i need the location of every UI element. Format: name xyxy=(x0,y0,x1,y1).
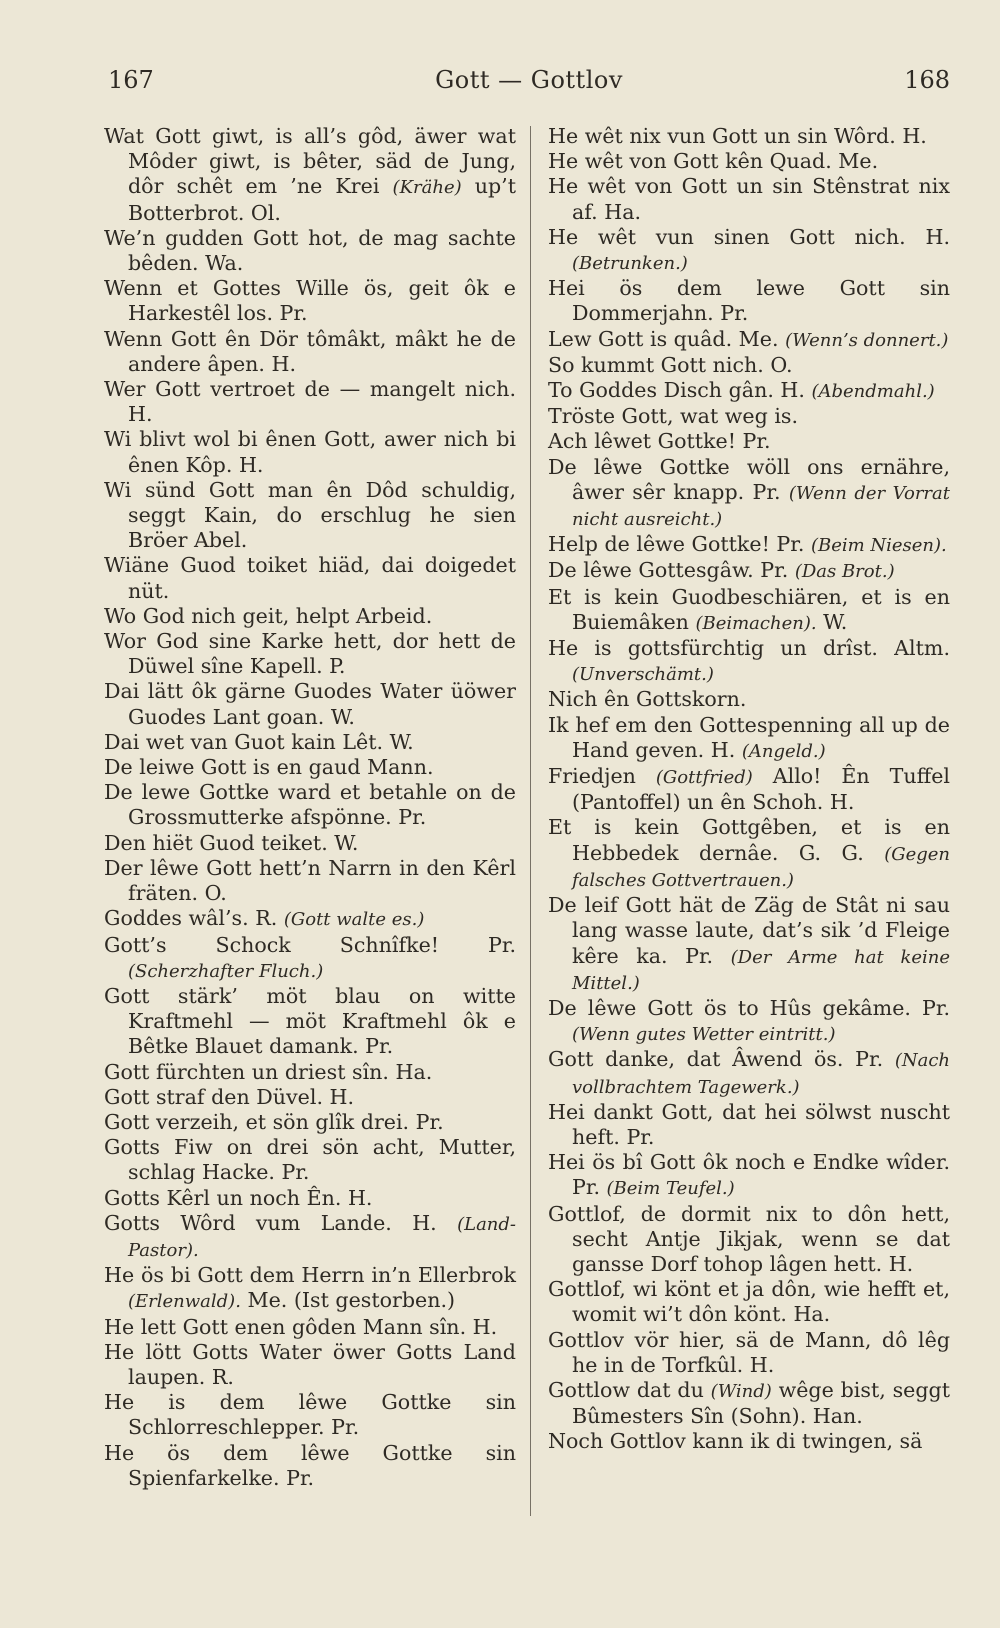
entry-gloss: (Wenn der Vorrat nicht ausreicht.) xyxy=(572,482,950,531)
entry-gloss: (Beim Teufel.) xyxy=(606,1178,735,1200)
proverb-entry xyxy=(104,604,516,629)
proverb-entry xyxy=(548,429,950,454)
entry-gloss: (Land-Pastor). xyxy=(128,1213,516,1261)
entry-text: Et is kein Gottgêben, et is en Hebbedek dernâe. G. G. xyxy=(548,815,950,865)
proverb-entry xyxy=(104,856,516,906)
proverb-entry xyxy=(548,149,950,174)
entry-text: De lêwe Gottke wöll ons ernähre, âwer sêr knapp. Pr. xyxy=(548,454,950,504)
proverb-entry xyxy=(104,755,516,780)
proverb-entry xyxy=(104,1315,516,1340)
entry-text: He wêt nix vun Gott un sin Wôrd. H. xyxy=(548,124,927,148)
proverb-entry xyxy=(548,1100,950,1150)
proverb-entry xyxy=(548,455,950,533)
entry-text: De lewe Gottke ward et betahle on de Grossmutterke afspönne. Pr. xyxy=(104,780,516,830)
entry-source: W. xyxy=(816,609,848,634)
entry-text: Wat Gott giwt, is all’s gôd, äwer wat Môder giwt, is bêter, säd de Jung, dôr schêt em ’ne Krei xyxy=(104,124,516,199)
proverb-entry xyxy=(548,378,950,404)
entry-text: Ik hef em den Gottespenning all up de Hand geven. H. xyxy=(548,712,950,762)
proverb-entry xyxy=(548,353,950,378)
entry-text: He is dem lêwe Gottke sin Schlorreschlepper. Pr. xyxy=(104,1390,516,1440)
entry-text: Ach lêwet Gottke! Pr. xyxy=(548,429,771,454)
entry-gloss: (Abendmahl.) xyxy=(811,381,935,403)
entry-text: Wi sünd Gott man ên Dôd schuldig, seggt Kain, do erschlug he sien Bröer Abel. xyxy=(104,477,516,553)
entry-gloss: (Scherzhafter Fluch.) xyxy=(128,960,324,982)
proverb-entry xyxy=(104,377,516,427)
entry-gloss: (Gott walte es.) xyxy=(283,909,425,931)
entry-gloss: (Gottfried) xyxy=(655,767,753,789)
proverb-entry xyxy=(104,1110,516,1135)
proverb-entry xyxy=(548,174,950,224)
proverb-entry xyxy=(104,629,516,679)
entry-text: De lêwe Gottesgâw. Pr. xyxy=(548,558,789,583)
entry-text: Tröste Gott, wat weg is. xyxy=(548,404,799,429)
proverb-entry xyxy=(548,764,950,815)
entry-text: Den hiët Guod teiket. W. xyxy=(104,830,359,855)
proverb-entry xyxy=(104,933,516,984)
proverb-entry xyxy=(548,327,950,353)
proverb-entry xyxy=(548,713,950,764)
proverb-entry xyxy=(104,1441,516,1491)
proverb-entry xyxy=(548,1328,950,1378)
proverb-entry xyxy=(104,427,516,477)
proverb-entry xyxy=(548,815,950,893)
entry-text: Dai lätt ôk gärne Guodes Water üöwer Guodes Lant goan. W. xyxy=(104,679,516,729)
proverb-entry xyxy=(104,1186,516,1211)
entry-source: wêge bist, seggt Bûmesters Sîn (Sohn). Han. xyxy=(572,1377,950,1429)
entry-text: Nich ên Gottskorn. xyxy=(548,687,747,712)
entry-text: Gott danke, dat Âwend ös. Pr. xyxy=(548,1047,884,1072)
proverb-entry xyxy=(104,276,516,326)
entry-gloss: (Unverschämt.) xyxy=(572,664,714,686)
page-header xyxy=(108,66,950,100)
proverb-entry xyxy=(548,996,950,1047)
entry-gloss: (Wind) xyxy=(710,1380,772,1402)
entry-gloss: (Betrunken.) xyxy=(572,253,688,275)
entry-text: Wiäne Guod toiket hiäd, dai doigedet nüt. xyxy=(104,553,516,603)
proverb-entry xyxy=(104,831,516,856)
entry-text: Gott straf den Düvel. H. xyxy=(104,1084,355,1109)
entry-source: Allo! Ên Tuffel (Pantoffel) un ên Schoh. H. xyxy=(572,764,951,815)
proverb-entry xyxy=(104,1263,516,1314)
proverb-entry xyxy=(104,984,516,1060)
right-column xyxy=(548,124,950,1455)
entry-text: He lött Gotts Water öwer Gotts Land laupen. R. xyxy=(104,1339,516,1389)
entry-text: Gotts Fiw on drei sön acht, Mutter, schlag Hacke. Pr. xyxy=(104,1135,516,1185)
proverb-entry xyxy=(548,893,950,996)
proverb-entry xyxy=(548,225,950,276)
proverb-entry xyxy=(548,1378,950,1429)
entry-gloss: (Der Arme hat keine Mittel.) xyxy=(572,946,950,994)
entry-gloss: (Krähe) xyxy=(392,177,462,199)
proverb-entry xyxy=(104,226,516,276)
column-divider xyxy=(530,126,531,1516)
proverb-entry xyxy=(104,1060,516,1085)
entry-gloss: (Gegen falsches Gottvertrauen.) xyxy=(572,843,951,891)
entry-text: De leif Gott hät de Zäg de Stât ni sau lang wasse laute, dat’s sik ’d Fleige kêre ka. Pr. xyxy=(548,893,950,968)
entry-text: To Goddes Disch gân. H. xyxy=(548,378,805,403)
entry-text: Gottlov vör hier, sä de Mann, dô lêg he in de Torfkûl. H. xyxy=(548,1327,950,1377)
entry-source: up’t Botterbrot. Ol. xyxy=(128,174,517,225)
proverb-entry xyxy=(548,532,950,558)
entry-text: Dai wet van Guot kain Lêt. W. xyxy=(104,729,414,754)
entry-text: Gotts Kêrl un noch Ên. H. xyxy=(104,1185,373,1210)
proverb-entry xyxy=(548,1150,950,1201)
proverb-entry xyxy=(548,687,950,712)
proverb-entry xyxy=(104,553,516,603)
proverb-entry xyxy=(104,1135,516,1185)
proverb-entry xyxy=(548,276,950,326)
entry-text: Wor God sine Karke hett, dor hett de Düwel sîne Kapell. P. xyxy=(104,629,516,679)
proverb-entry xyxy=(548,404,950,429)
proverb-entry xyxy=(104,780,516,830)
proverb-entry xyxy=(104,906,516,932)
entry-text: He wêt von Gott un sin Stênstrat nix af. Ha. xyxy=(548,174,950,224)
entry-text: He lett Gott enen gôden Mann sîn. H. xyxy=(104,1314,498,1339)
proverb-entry xyxy=(548,558,950,584)
proverb-entry xyxy=(548,124,950,149)
entry-text: Lew Gott is quâd. Me. xyxy=(548,326,779,351)
entry-text: Gott stärk’ möt blau on witte Kraftmehl — möt Kraftmehl ôk e Bêtke Blauet damank. Pr. xyxy=(104,983,516,1059)
entry-text: He wêt vun sinen Gott nich. H. xyxy=(548,224,950,249)
entry-gloss: (Beimachen). xyxy=(695,612,817,634)
entry-text: Gottlof, wi könt et ja dôn, wie hefft et, womit wi’t dôn könt. Ha. xyxy=(548,1277,950,1327)
page-number-left: 167 xyxy=(108,66,154,94)
entry-text: Gotts Wôrd vum Lande. H. xyxy=(104,1210,437,1235)
proverb-entry xyxy=(104,1211,516,1263)
entry-text: He ös bi Gott dem Herrn in’n Ellerbrok xyxy=(104,1263,516,1288)
proverb-entry xyxy=(104,1390,516,1440)
entry-text: He wêt von Gott kên Quad. Me. xyxy=(548,149,879,174)
entry-gloss: (Angeld.) xyxy=(741,740,826,762)
entry-gloss: (Wenn gutes Wetter eintritt.) xyxy=(572,1024,836,1046)
proverb-entry xyxy=(548,1277,950,1327)
entry-text: Gott fürchten un driest sîn. Ha. xyxy=(104,1059,433,1084)
proverb-entry xyxy=(104,1340,516,1390)
entry-gloss: (Wenn’s donnert.) xyxy=(785,329,949,351)
proverb-entry xyxy=(104,1085,516,1110)
proverb-entry xyxy=(104,478,516,554)
entry-text: Wo God nich geit, helpt Arbeid. xyxy=(104,603,433,628)
entry-text: De leiwe Gott is en gaud Mann. xyxy=(104,755,434,780)
entry-text: Et is kein Guodbeschiären, et is en Buiemâken xyxy=(548,584,950,634)
entry-text: Gottlow dat du xyxy=(548,1377,704,1402)
proverb-entry xyxy=(104,730,516,755)
entry-text: De lêwe Gott ös to Hûs gekâme. Pr. xyxy=(548,995,950,1020)
entry-text: He is gottsfürchtig un drîst. Altm. xyxy=(548,636,950,661)
entry-gloss: (Nach vollbrachtem Tagewerk.) xyxy=(572,1050,950,1098)
entry-text: Wenn Gott ên Dör tômâkt, mâkt he de andere âpen. H. xyxy=(104,326,516,376)
entry-text: Hei ös dem lewe Gott sin Dommerjahn. Pr. xyxy=(548,276,950,326)
proverb-entry xyxy=(104,124,516,226)
proverb-entry xyxy=(548,1429,950,1454)
entry-text: Goddes wâl’s. R. xyxy=(104,906,278,931)
entry-text: Friedjen xyxy=(548,764,636,789)
entry-source: Me. (Ist gestorben.) xyxy=(240,1288,456,1313)
entry-text: Noch Gottlov kann ik di twingen, sä xyxy=(548,1429,923,1454)
entry-text: Wenn et Gottes Wille ös, geit ôk e Harkestêl los. Pr. xyxy=(104,276,516,326)
page-number-right: 168 xyxy=(904,66,950,94)
entry-gloss: (Beim Niesen). xyxy=(810,535,947,557)
entry-text: Gott’s Schock Schnîfke! Pr. xyxy=(104,932,516,957)
entry-text: Wi blivt wol bi ênen Gott, awer nich bi ênen Kôp. H. xyxy=(104,427,516,477)
left-column xyxy=(104,124,516,1491)
entry-text: So kummt Gott nich. O. xyxy=(548,352,793,377)
running-title: Gott — Gottlov xyxy=(435,66,623,94)
proverb-entry xyxy=(548,1047,950,1099)
proverb-entry xyxy=(548,585,950,636)
entry-text: Hei dankt Gott, dat hei sölwst nuscht heft. Pr. xyxy=(548,1099,950,1149)
entry-text: Gott verzeih, et sön glîk drei. Pr. xyxy=(104,1109,444,1134)
entry-text: He ös dem lêwe Gottke sin Spienfarkelke. Pr. xyxy=(104,1440,516,1490)
entry-gloss: (Das Brot.) xyxy=(794,561,895,583)
proverb-entry xyxy=(548,636,950,687)
entry-text: Der lêwe Gott hett’n Narrn in den Kêrl fräten. O. xyxy=(104,855,516,906)
proverb-entry xyxy=(548,1202,950,1278)
entry-text: Hei ös bî Gott ôk noch e Endke wîder. Pr. xyxy=(548,1150,950,1200)
entry-text: Help de lêwe Gottke! Pr. xyxy=(548,532,805,557)
entry-text: We’n gudden Gott hot, de mag sachte bêden. Wa. xyxy=(104,225,516,276)
proverb-entry xyxy=(104,679,516,729)
proverb-entry xyxy=(104,327,516,377)
entry-gloss: (Erlenwald). xyxy=(128,1291,241,1313)
entry-text: Wer Gott vertroet de — mangelt nich. H. xyxy=(104,377,516,427)
entry-text: Gottlof, de dormit nix to dôn hett, secht Antje Jikjak, wenn se dat gansse Dorf tohop lâgen hett. H. xyxy=(548,1201,950,1276)
